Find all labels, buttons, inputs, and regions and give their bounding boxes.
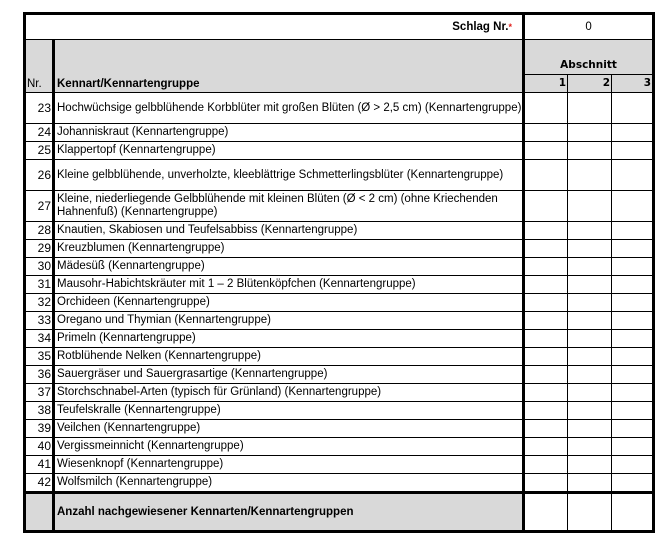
column-header-kennart: Kennart/Kennartengruppe: [54, 40, 524, 93]
kennart-name: Vergissmeinnicht (Kennartengruppe): [54, 438, 524, 456]
abschnitt-3-cell[interactable]: [612, 160, 654, 191]
header-row: [25, 40, 654, 75]
abschnitt-3-cell[interactable]: [612, 93, 654, 124]
kennart-name: Mädesüß (Kennartengruppe): [54, 258, 524, 276]
abschnitt-1-cell[interactable]: [524, 384, 568, 402]
kennart-name: Knautien, Skabiosen und Teufelsabbiss (Kennartengruppe): [54, 222, 524, 240]
table-row: [25, 330, 654, 348]
summary-abschnitt-1-cell[interactable]: [524, 493, 568, 532]
schlag-label-text: Schlag Nr.: [452, 20, 509, 33]
kennart-name: Klappertopf (Kennartengruppe): [54, 142, 524, 160]
abschnitt-3-cell[interactable]: [612, 474, 654, 493]
kennart-name: Primeln (Kennartengruppe): [54, 330, 524, 348]
abschnitt-3-cell[interactable]: [612, 276, 654, 294]
row-number: 34: [25, 330, 54, 348]
kennart-name: Rotblühende Nelken (Kennartengruppe): [54, 348, 524, 366]
row-number: 26: [25, 160, 54, 191]
summary-nr-blank: [25, 493, 54, 532]
abschnitt-2-cell[interactable]: [568, 240, 612, 258]
table-row: [25, 420, 654, 438]
abschnitt-2-cell[interactable]: [568, 384, 612, 402]
table-row: [25, 456, 654, 474]
abschnitt-2-cell[interactable]: [568, 191, 612, 222]
abschnitt-3-cell[interactable]: [612, 312, 654, 330]
summary-label: Anzahl nachgewiesener Kennarten/Kennartengruppen: [54, 493, 524, 532]
table-row: [25, 191, 654, 222]
abschnitt-3-cell[interactable]: [612, 258, 654, 276]
table-row: [25, 142, 654, 160]
column-header-abschnitt: Abschnitt: [524, 40, 654, 75]
row-number: 29: [25, 240, 54, 258]
schlag-nr-field[interactable]: 0: [524, 14, 654, 40]
abschnitt-1-cell[interactable]: [524, 191, 568, 222]
abschnitt-1-cell[interactable]: [524, 438, 568, 456]
schlag-row: [25, 14, 654, 40]
column-header-abschnitt-2: 2: [568, 75, 612, 93]
abschnitt-3-cell[interactable]: [612, 330, 654, 348]
abschnitt-2-cell[interactable]: [568, 222, 612, 240]
table-row: [25, 240, 654, 258]
abschnitt-1-cell[interactable]: [524, 312, 568, 330]
abschnitt-3-cell[interactable]: [612, 366, 654, 384]
row-number: 40: [25, 438, 54, 456]
kennarten-form-table: [23, 12, 655, 533]
row-number: 42: [25, 474, 54, 493]
kennart-name: Oregano und Thymian (Kennartengruppe): [54, 312, 524, 330]
row-number: 25: [25, 142, 54, 160]
abschnitt-2-cell[interactable]: [568, 456, 612, 474]
row-number: 41: [25, 456, 54, 474]
kennart-name: Veilchen (Kennartengruppe): [54, 420, 524, 438]
abschnitt-3-cell[interactable]: [612, 294, 654, 312]
row-number: 28: [25, 222, 54, 240]
row-number: 35: [25, 348, 54, 366]
abschnitt-1-cell[interactable]: [524, 366, 568, 384]
abschnitt-2-cell[interactable]: [568, 276, 612, 294]
kennart-name: Orchideen (Kennartengruppe): [54, 294, 524, 312]
column-header-nr: Nr.: [25, 40, 54, 93]
abschnitt-1-cell[interactable]: [524, 402, 568, 420]
abschnitt-1-cell[interactable]: [524, 474, 568, 493]
row-number: 38: [25, 402, 54, 420]
abschnitt-3-cell[interactable]: [612, 438, 654, 456]
table-row: [25, 93, 654, 124]
abschnitt-2-cell[interactable]: [568, 366, 612, 384]
abschnitt-3-cell[interactable]: [612, 348, 654, 366]
table-row: [25, 348, 654, 366]
table-row: [25, 276, 654, 294]
table-row: [25, 222, 654, 240]
abschnitt-3-cell[interactable]: [612, 222, 654, 240]
abschnitt-1-cell[interactable]: [524, 456, 568, 474]
abschnitt-3-cell[interactable]: [612, 384, 654, 402]
abschnitt-3-cell[interactable]: [612, 191, 654, 222]
summary-abschnitt-2-cell[interactable]: [568, 493, 612, 532]
table-row: [25, 160, 654, 191]
table-row: [25, 438, 654, 456]
kennart-name: Kreuzblumen (Kennartengruppe): [54, 240, 524, 258]
abschnitt-2-cell[interactable]: [568, 330, 612, 348]
column-header-abschnitt-3: 3: [612, 75, 654, 93]
table-row: [25, 312, 654, 330]
kennart-name: Mausohr-Habichtskräuter mit 1 – 2 Blütenköpfchen (Kennartengruppe): [54, 276, 524, 294]
abschnitt-2-cell[interactable]: [568, 93, 612, 124]
row-number: 36: [25, 366, 54, 384]
row-number: 30: [25, 258, 54, 276]
kennart-name: Sauergräser und Sauergrasartige (Kennartengruppe): [54, 366, 524, 384]
abschnitt-3-cell[interactable]: [612, 402, 654, 420]
abschnitt-2-cell[interactable]: [568, 402, 612, 420]
kennart-name: Johanniskraut (Kennartengruppe): [54, 124, 524, 142]
abschnitt-1-cell[interactable]: [524, 222, 568, 240]
abschnitt-2-cell[interactable]: [568, 420, 612, 438]
abschnitt-3-cell[interactable]: [612, 124, 654, 142]
row-number: 39: [25, 420, 54, 438]
abschnitt-2-cell[interactable]: [568, 160, 612, 191]
table-row: [25, 366, 654, 384]
kennart-name: Kleine, niederliegende Gelbblühende mit kleinen Blüten (Ø < 2 cm) (ohne Kriechenden Hahnenfuß) (Kennartengruppe): [54, 191, 524, 222]
abschnitt-2-cell[interactable]: [568, 294, 612, 312]
table-row: [25, 258, 654, 276]
abschnitt-3-cell[interactable]: [612, 456, 654, 474]
abschnitt-2-cell[interactable]: [568, 124, 612, 142]
row-number: 24: [25, 124, 54, 142]
table-row: [25, 474, 654, 493]
abschnitt-1-cell[interactable]: [524, 276, 568, 294]
required-marker: *: [508, 21, 513, 32]
kennart-name: Wiesenknopf (Kennartengruppe): [54, 456, 524, 474]
abschnitt-1-cell[interactable]: [524, 142, 568, 160]
abschnitt-1-cell[interactable]: [524, 294, 568, 312]
abschnitt-3-cell[interactable]: [612, 142, 654, 160]
abschnitt-2-cell[interactable]: [568, 312, 612, 330]
table-row: [25, 294, 654, 312]
table-row: [25, 402, 654, 420]
abschnitt-1-cell[interactable]: [524, 348, 568, 366]
abschnitt-1-cell[interactable]: [524, 420, 568, 438]
abschnitt-2-cell[interactable]: [568, 474, 612, 493]
kennart-name: Wolfsmilch (Kennartengruppe): [54, 474, 524, 493]
row-number: 33: [25, 312, 54, 330]
column-header-abschnitt-1: 1: [524, 75, 568, 93]
abschnitt-1-cell[interactable]: [524, 258, 568, 276]
row-number: 23: [25, 93, 54, 124]
abschnitt-1-cell[interactable]: [524, 160, 568, 191]
row-number: 27: [25, 191, 54, 222]
summary-row: [25, 493, 654, 532]
kennart-name: Kleine gelbblühende, unverholzte, kleeblättrige Schmetterlingsblüter (Kennartengruppe): [54, 160, 524, 191]
abschnitt-1-cell[interactable]: [524, 330, 568, 348]
kennart-name: Storchschnabel-Arten (typisch für Grünland) (Kennartengruppe): [54, 384, 524, 402]
abschnitt-2-cell[interactable]: [568, 348, 612, 366]
abschnitt-2-cell[interactable]: [568, 438, 612, 456]
abschnitt-3-cell[interactable]: [612, 240, 654, 258]
table-row: [25, 124, 654, 142]
row-number: 32: [25, 294, 54, 312]
abschnitt-2-cell[interactable]: [568, 142, 612, 160]
abschnitt-1-cell[interactable]: [524, 124, 568, 142]
table-row: [25, 384, 654, 402]
kennart-name: Hochwüchsige gelbblühende Korbblüter mit großen Blüten (Ø > 2,5 cm) (Kennartengruppe): [54, 93, 524, 124]
kennart-name: Teufelskralle (Kennartengruppe): [54, 402, 524, 420]
row-number: 37: [25, 384, 54, 402]
row-number: 31: [25, 276, 54, 294]
abschnitt-3-cell[interactable]: [612, 420, 654, 438]
summary-abschnitt-3-cell[interactable]: [612, 493, 654, 532]
abschnitt-1-cell[interactable]: [524, 240, 568, 258]
abschnitt-1-cell[interactable]: [524, 93, 568, 124]
abschnitt-2-cell[interactable]: [568, 258, 612, 276]
schlag-label: [25, 14, 524, 40]
